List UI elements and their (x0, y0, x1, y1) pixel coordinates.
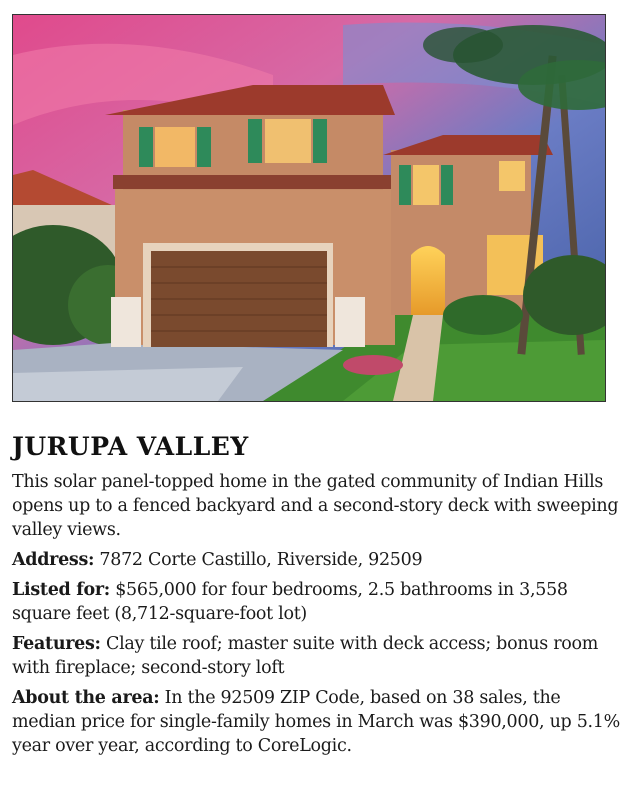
about-area-value: In the 92509 ZIP Code, based on 38 sales, the median price for single-family homes in March was $390,000, up 5.1% year over year, according to CoreLogic. (12, 688, 620, 756)
address-paragraph (12, 548, 628, 572)
features-label: Features: (12, 634, 101, 654)
listing-description: This solar panel-topped home in the gated community of Indian Hills opens up to a fenced backyard and a second-story deck with sweeping valley views. (12, 472, 619, 540)
features-value: Clay tile roof; master suite with deck access; bonus room with fireplace; second-story loft (12, 634, 599, 678)
listing-headline: JURUPA VALLEY (12, 432, 249, 461)
listed-for-paragraph (12, 578, 628, 626)
about-area-label: About the area: (12, 688, 160, 708)
listed-for-value: $565,000 for four bedrooms, 2.5 bathrooms in 3,558 square feet (8,712-square-foot lot) (12, 580, 568, 624)
listed-for-label: Listed for: (12, 580, 110, 600)
house-photo (12, 14, 606, 402)
features-paragraph (12, 632, 628, 680)
listing-body (12, 470, 628, 764)
address-value: 7872 Corte Castillo, Riverside, 92509 (94, 550, 423, 570)
address-label: Address: (12, 550, 95, 570)
about-area-paragraph (12, 686, 628, 758)
